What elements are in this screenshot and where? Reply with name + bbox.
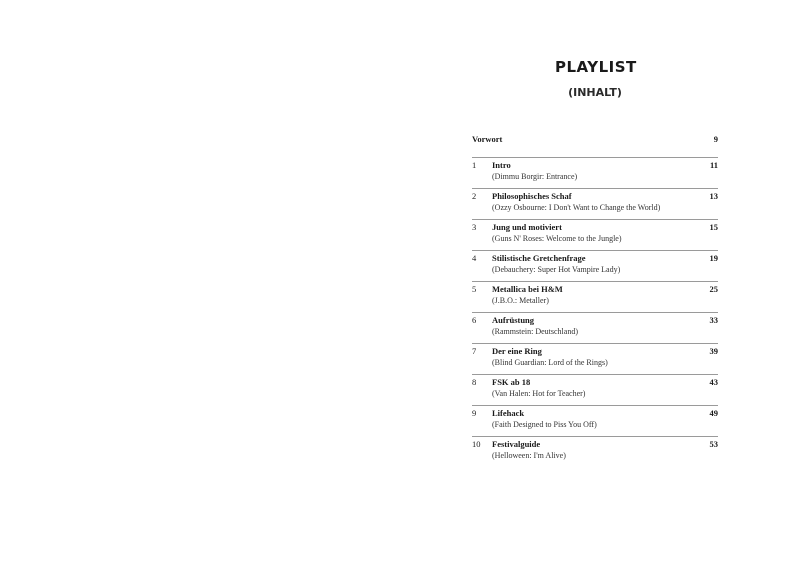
page-subtitle: (INHALT) bbox=[568, 86, 622, 99]
divider bbox=[472, 188, 718, 189]
divider bbox=[472, 157, 718, 158]
chapter-title: Der eine Ring bbox=[492, 346, 542, 356]
chapter-song: (Van Halen: Hot for Teacher) bbox=[492, 389, 586, 398]
chapter-title: Lifehack bbox=[492, 408, 525, 418]
toc-entry bbox=[472, 253, 718, 284]
chapter-page-number: 53 bbox=[709, 439, 718, 449]
toc-entry bbox=[472, 191, 718, 222]
chapter-song: (Helloween: I'm Alive) bbox=[492, 451, 566, 460]
preface-page-number: 9 bbox=[713, 134, 718, 144]
toc-entry bbox=[472, 315, 718, 346]
page-title: PLAYLIST bbox=[555, 58, 637, 76]
divider bbox=[472, 312, 718, 313]
toc-entry bbox=[472, 346, 718, 377]
chapter-title: Intro bbox=[492, 160, 511, 170]
chapter-song: (Dimmu Borgir: Entrance) bbox=[492, 172, 578, 181]
toc-entry bbox=[472, 222, 718, 253]
chapter-page-number: 39 bbox=[709, 346, 718, 356]
chapter-song: (Ozzy Osbourne: I Don't Want to Change the World) bbox=[492, 203, 661, 212]
chapter-page-number: 13 bbox=[709, 191, 718, 201]
chapter-page-number: 43 bbox=[709, 377, 718, 387]
chapter-number: 10 bbox=[472, 439, 481, 449]
chapter-title: Festivalguide bbox=[492, 439, 541, 449]
chapter-title: Jung und motiviert bbox=[492, 222, 562, 232]
toc-entry bbox=[472, 439, 718, 470]
chapter-number: 9 bbox=[472, 408, 477, 418]
chapter-title: Metallica bei H&M bbox=[492, 284, 563, 294]
chapter-page-number: 11 bbox=[709, 160, 718, 170]
chapter-number: 2 bbox=[472, 191, 477, 201]
divider bbox=[472, 219, 718, 220]
chapter-number: 8 bbox=[472, 377, 477, 387]
toc-entry bbox=[472, 160, 718, 191]
chapter-song: (Debauchery: Super Hot Vampire Lady) bbox=[492, 265, 621, 274]
chapter-number: 1 bbox=[472, 160, 477, 170]
chapter-song: (Blind Guardian: Lord of the Rings) bbox=[492, 358, 608, 367]
chapter-title: FSK ab 18 bbox=[492, 377, 531, 387]
chapter-song: (J.B.O.: Metaller) bbox=[492, 296, 549, 305]
table-of-contents bbox=[472, 134, 718, 470]
toc-entry bbox=[472, 377, 718, 408]
divider bbox=[472, 374, 718, 375]
toc-preface-row bbox=[472, 134, 718, 160]
chapter-number: 5 bbox=[472, 284, 477, 294]
divider bbox=[472, 343, 718, 344]
chapter-number: 6 bbox=[472, 315, 477, 325]
chapter-song: (Faith Designed to Piss You Off) bbox=[492, 420, 597, 429]
chapter-page-number: 49 bbox=[709, 408, 718, 418]
chapter-number: 4 bbox=[472, 253, 477, 263]
chapter-song: (Rammstein: Deutschland) bbox=[492, 327, 578, 336]
chapter-page-number: 25 bbox=[709, 284, 718, 294]
chapter-song: (Guns N' Roses: Welcome to the Jungle) bbox=[492, 234, 622, 243]
chapter-number: 7 bbox=[472, 346, 477, 356]
chapter-title: Aufrüstung bbox=[492, 315, 535, 325]
toc-entry bbox=[472, 408, 718, 439]
chapter-page-number: 33 bbox=[709, 315, 718, 325]
chapter-number: 3 bbox=[472, 222, 477, 232]
chapter-title: Stilistische Gretchenfrage bbox=[492, 253, 586, 263]
divider bbox=[472, 281, 718, 282]
preface-label: Vorwort bbox=[472, 134, 503, 144]
chapter-title: Philosophisches Schaf bbox=[492, 191, 572, 201]
divider bbox=[472, 250, 718, 251]
chapter-page-number: 19 bbox=[709, 253, 718, 263]
divider bbox=[472, 405, 718, 406]
divider bbox=[472, 436, 718, 437]
toc-entry bbox=[472, 284, 718, 315]
chapter-page-number: 15 bbox=[709, 222, 718, 232]
